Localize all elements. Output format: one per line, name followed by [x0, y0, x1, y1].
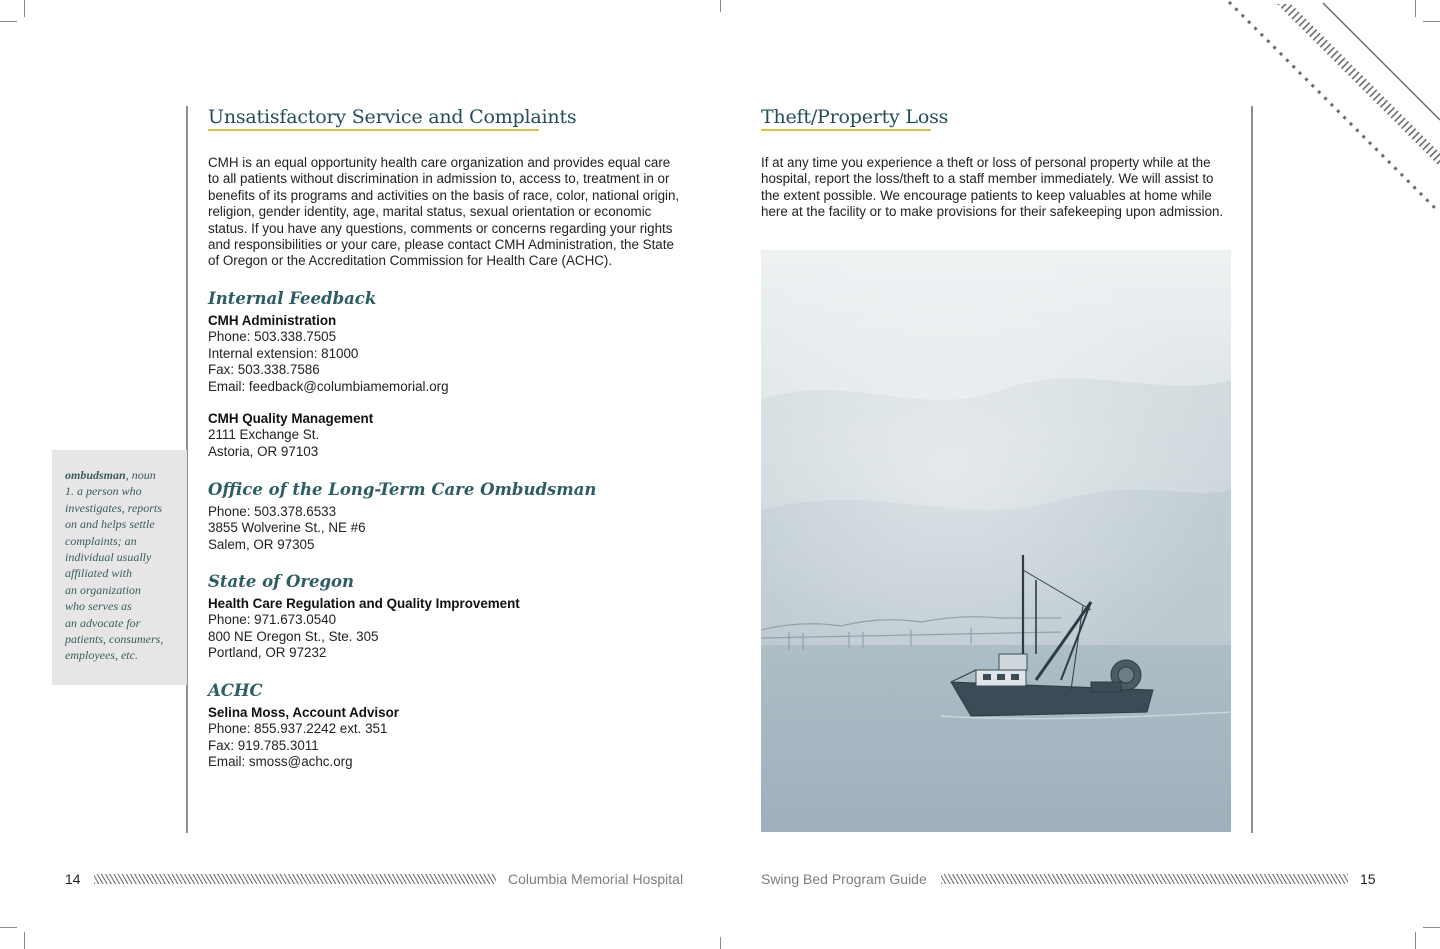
crop-mark — [720, 0, 721, 12]
crop-mark — [720, 937, 721, 949]
crop-mark — [1415, 932, 1416, 949]
intro-line: and responsibilities or your care, please contact CMH Administration, the State — [208, 237, 674, 253]
definition-line: an advocate for — [65, 615, 141, 630]
subhead-internal-feedback: Internal Feedback — [208, 289, 377, 308]
fishing-boat-photo — [761, 250, 1231, 832]
definition-line: 1. a person who — [65, 484, 142, 499]
contact-name: CMH Quality Management — [208, 411, 374, 426]
contact-city: Astoria, OR 97103 — [208, 443, 319, 459]
definition-line: investigates, reports — [65, 500, 162, 515]
definition-line: employees, etc. — [65, 648, 138, 663]
page-number-right: 15 — [1360, 871, 1376, 887]
theft-line: here at the facility or to make provisions for their safekeeping upon admission. — [761, 204, 1224, 220]
right-column-rule — [1251, 106, 1253, 833]
contact-phone: Phone: 855.937.2242 ext. 351 — [208, 721, 388, 737]
theft-line: If at any time you experience a theft or loss of personal property while at the — [761, 155, 1211, 170]
corner-decoration — [1225, 0, 1440, 215]
crop-mark — [24, 932, 25, 949]
contact-city: Portland, OR 97232 — [208, 645, 327, 661]
definition-line: patients, consumers, — [65, 632, 164, 647]
definition-term: ombudsman — [65, 468, 126, 482]
contact-achc — [208, 705, 399, 771]
definition-line: on and helps settle — [65, 517, 155, 532]
theft-line: hospital, report the loss/theft to a staff member immediately. We will assist to — [761, 171, 1214, 187]
intro-line: status. If you have any questions, comments or concerns regarding your rights — [208, 220, 673, 236]
intro-line: CMH is an equal opportunity health care organization and provides equal care — [208, 155, 671, 170]
contact-cmh-administration — [208, 313, 449, 395]
contact-ombudsman-office — [208, 504, 366, 553]
contact-name: CMH Administration — [208, 313, 337, 328]
subhead-state-of-oregon: State of Oregon — [208, 572, 355, 591]
crop-mark — [24, 0, 25, 17]
title-underline — [761, 129, 931, 131]
subhead-ombudsman: Office of the Long-Term Care Ombudsman — [208, 480, 597, 499]
ombudsman-definition — [65, 467, 185, 664]
contact-street: 2111 Exchange St. — [208, 427, 320, 443]
contact-state-of-oregon — [208, 596, 520, 662]
definition-sidebar — [52, 450, 187, 685]
subhead-achc: ACHC — [208, 681, 263, 700]
contact-phone: Phone: 503.378.6533 — [208, 504, 337, 519]
footer-hatch-right — [941, 874, 1348, 884]
contact-phone: Phone: 503.338.7505 — [208, 329, 337, 345]
intro-line: of Oregon or the Accreditation Commission for Health Care (ACHC). — [208, 253, 613, 269]
contact-fax: Fax: 503.338.7586 — [208, 362, 320, 378]
contact-name: Health Care Regulation and Quality Improvement — [208, 596, 520, 611]
footer-hospital-name: Columbia Memorial Hospital — [508, 871, 684, 887]
contact-email: Email: smoss@achc.org — [208, 754, 353, 770]
contact-fax: Fax: 919.785.3011 — [208, 737, 319, 753]
definition-line: who serves as — [65, 599, 132, 614]
contact-name: Selina Moss, Account Advisor — [208, 705, 399, 720]
contact-cmh-quality — [208, 411, 373, 460]
definition-line: affiliated with — [65, 566, 133, 581]
page-number-left: 14 — [65, 871, 81, 887]
footer-hatch-left — [94, 874, 496, 884]
definition-line: individual usually — [65, 550, 152, 565]
intro-line: benefits of its programs and activities on the basis of race, color, national origin, — [208, 187, 680, 203]
theft-line: the extent possible. We encourage patients to keep valuables at home while — [761, 187, 1212, 203]
intro-line: religion, gender identity, age, marital status, sexual orientation or economic — [208, 204, 652, 220]
complaints-intro — [208, 155, 688, 270]
section-title-complaints: Unsatisfactory Service and Complaints — [208, 106, 577, 128]
title-underline — [208, 129, 539, 131]
intro-line: to all patients without discrimination in admission to, access to, treatment in or — [208, 171, 670, 187]
definition-line: complaints; an — [65, 533, 137, 548]
crop-mark — [0, 21, 17, 22]
contact-email: Email: feedback@columbiamemorial.org — [208, 378, 449, 394]
contact-street: 3855 Wolverine St., NE #6 — [208, 520, 366, 536]
contact-extension: Internal extension: 81000 — [208, 345, 359, 361]
contact-phone: Phone: 971.673.0540 — [208, 612, 337, 628]
footer-guide-name: Swing Bed Program Guide — [761, 871, 927, 887]
contact-city: Salem, OR 97305 — [208, 536, 315, 552]
contact-street: 800 NE Oregon St., Ste. 305 — [208, 628, 379, 644]
section-title-theft: Theft/Property Loss — [761, 106, 949, 128]
theft-body — [761, 155, 1241, 221]
definition-pos: , noun — [125, 468, 156, 482]
crop-mark — [1423, 927, 1440, 928]
definition-line: an organization — [65, 582, 141, 597]
crop-mark — [0, 927, 17, 928]
